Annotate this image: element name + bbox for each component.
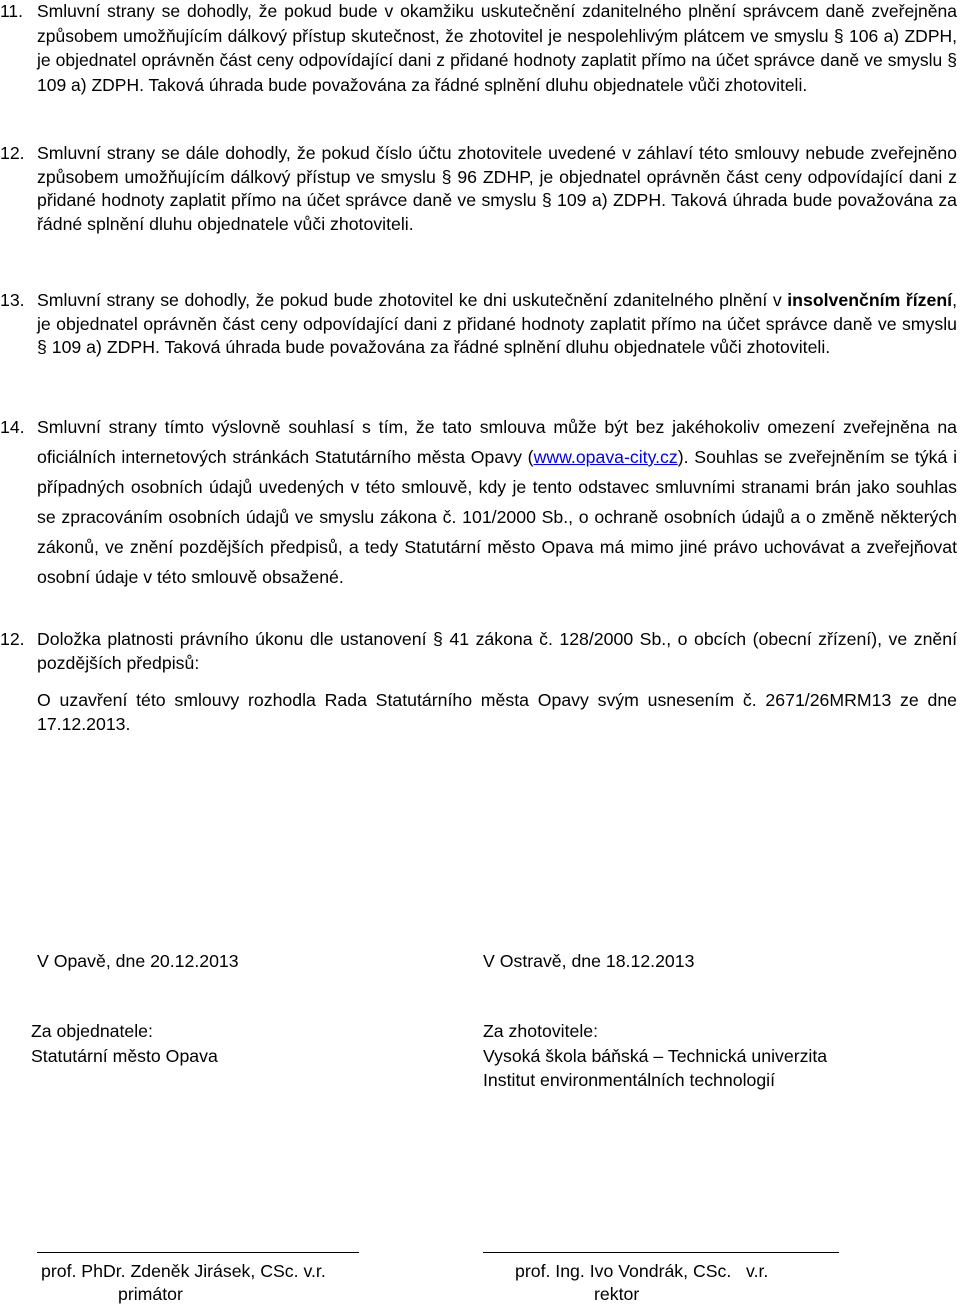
clause-text-part: Smluvní strany tímto výslovně souhlasí s tím, že tato smlouva může být bez jakéhokoliv omezení zveřejněna na oficiálních internetových stránkách Statutárního města Opavy ( <box>37 417 957 467</box>
right-for-label: Za zhotovitele: <box>483 1021 599 1041</box>
clause-12-account <box>0 142 960 236</box>
clause-text <box>37 289 957 360</box>
clause-number: 12. <box>0 629 25 649</box>
right-org: Vysoká škola báňská – Technická univerzita <box>483 1046 828 1066</box>
right-signer-role: rektor <box>594 1284 640 1304</box>
clause-text-part: , je objednatel oprávněn část ceny odpovídající dani z přidané hodnoty zaplatit přímo na účet správce daně ve smyslu § 109 a) ZDPH. Taková úhrada bude považována za řádné splnění dluhu objednatele vůči zhotoviteli. <box>37 290 957 357</box>
left-signer-name: prof. PhDr. Zdeněk Jirásek, CSc. v.r. <box>41 1261 326 1281</box>
clause-number: 11. <box>0 1 24 21</box>
left-signature-line <box>37 1252 359 1253</box>
right-place-date: V Ostravě, dne 18.12.2013 <box>483 951 695 971</box>
right-signer-name: prof. Ing. Ivo Vondrák, CSc. v.r. <box>515 1261 769 1281</box>
left-signer-role: primátor <box>118 1284 183 1304</box>
right-signature-line <box>483 1252 839 1253</box>
clause-number: 14. <box>0 417 25 437</box>
left-for-label: Za objednatele: <box>31 1021 153 1041</box>
clause-text: Smluvní strany se dohodly, že pokud bude v okamžiku uskutečnění zdanitelného plnění správcem daně zveřejněna způsobem umožňujícím dálkový přístup skutečnost, že zhotovitel je nespolehlivým plátcem ve smyslu § 106 a) ZDPH, je objednatel oprávněn část ceny odpovídající dani z přidané hodnoty zaplatit přímo na účet správce daně ve smyslu § 109 a) ZDPH. Taková úhrada bude považována za řádné splnění dluhu objednatele vůči zhotoviteli. <box>37 1 957 95</box>
resolution-text: O uzavření této smlouvy rozhodla Rada Statutárního města Opavy svým usnesením č. 2671/26MRM13 ze dne 17.12.2013. <box>37 690 957 734</box>
right-org-institute: Institut environmentálních technologií <box>483 1070 776 1090</box>
clause-text <box>37 412 957 592</box>
clause-number: 13. <box>0 290 25 310</box>
insolvency-term: insolvenčním řízení <box>787 290 953 310</box>
clause-text: Smluvní strany se dále dohodly, že pokud číslo účtu zhotovitele uvedené v záhlaví této smlouvy nebude zveřejněno způsobem umožňujícím dálkový přístup ve smyslu § 96 ZDHP, je objednatel oprávněn část ceny odpovídající dani z přidané hodnoty zaplatit přímo na účet správce daně ve smyslu § 109 a) ZDPH. Taková úhrada bude považována za řádné splnění dluhu objednatele vůči zhotoviteli. <box>37 143 957 234</box>
clause-text: Doložka platnosti právního úkonu dle ustanovení § 41 zákona č. 128/2000 Sb., o obcích (obecní zřízení), ve znění pozdějších předpisů: <box>37 629 957 673</box>
left-place-date: V Opavě, dne 20.12.2013 <box>37 951 239 971</box>
clause-12-validity <box>0 628 960 736</box>
clause-text-part: Smluvní strany se dohodly, že pokud bude zhotovitel ke dni uskutečnění zdanitelného plnění v <box>37 290 782 310</box>
clause-11 <box>0 0 960 97</box>
left-org: Statutární město Opava <box>31 1046 218 1066</box>
clause-14 <box>0 412 960 592</box>
clause-13 <box>0 289 960 360</box>
clause-number: 12. <box>0 143 25 163</box>
website-link[interactable]: www.opava-city.cz <box>533 447 678 467</box>
clause-text-part: ). Souhlas se zveřejněním se týká i případných osobních údajů uvedených v této smlouvě, kdy je tento odstavec smluvními stranami brán jako souhlas se zpracováním osobních údajů ve smyslu zákona č. 101/2000 Sb., o ochraně osobních údajů a o změně některých zákonů, ve znění pozdějších předpisů, a tedy Statutární město Opava má mimo jiné právo uchovávat a zveřejňovat osobní údaje v této smlouvě obsažené. <box>37 447 958 587</box>
